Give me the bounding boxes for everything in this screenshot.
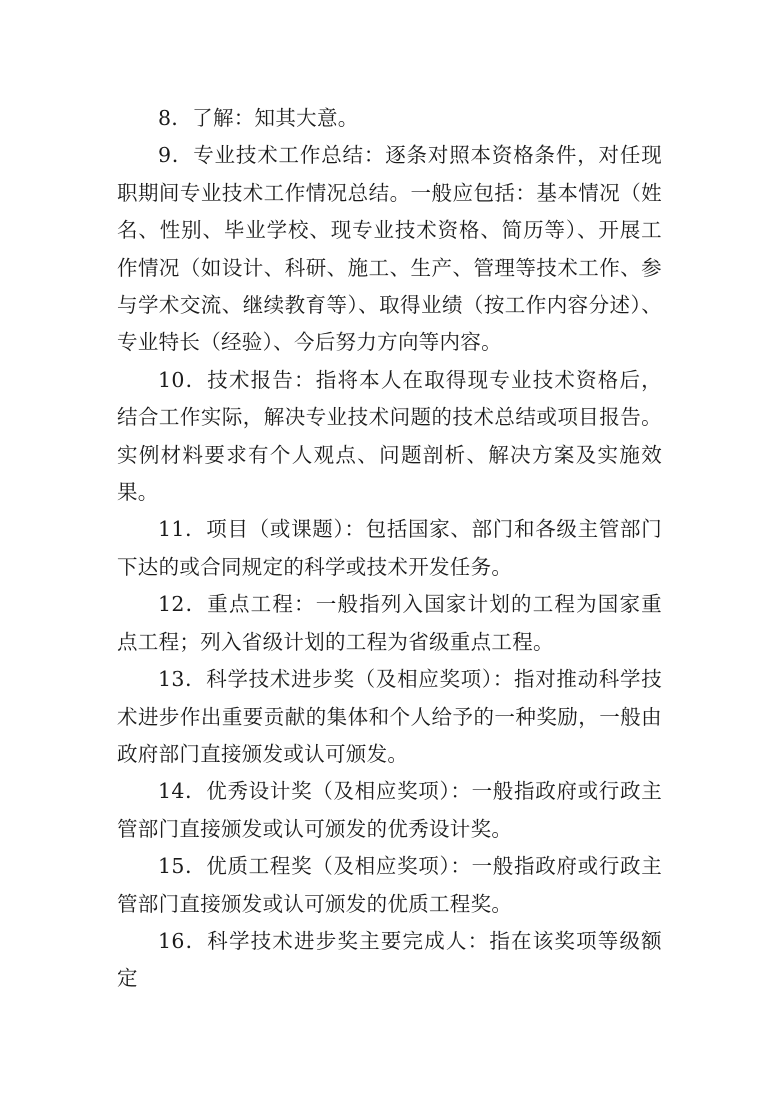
definition-paragraph-8: 8．了解：知其大意。	[158, 106, 359, 130]
document-body	[117, 100, 662, 998]
definition-paragraph-16: 16．科学技术进步奖主要完成人：指在该奖项等级额定	[117, 928, 662, 991]
definition-paragraph-9: 9．专业技术工作总结：逐条对照本资格条件，对任现职期间专业技术工作情况总结。一般应包括：基本情况（姓名、性别、毕业学校、现专业技术资格、简历等）、开展工作情况（如设计、科研、施工、生产、管理等技术工作、参与学术交流、继续教育等）、取得业绩（按工作内容分述）、专业特长（经验）、今后努力方向等内容。	[117, 143, 662, 355]
definition-paragraph-10: 10．技术报告：指将本人在取得现专业技术资格后，结合工作实际，解决专业技术问题的技术总结或项目报告。实例材料要求有个人观点、问题剖析、解决方案及实施效果。	[117, 367, 662, 505]
definition-paragraph-14: 14．优秀设计奖（及相应奖项）：一般指政府或行政主管部门直接颁发或认可颁发的优秀设计奖。	[117, 779, 662, 841]
definition-paragraph-12: 12．重点工程：一般指列入国家计划的工程为国家重点工程；列入省级计划的工程为省级重点工程。	[117, 592, 662, 654]
definition-paragraph-13: 13．科学技术进步奖（及相应奖项）：指对推动科学技术进步作出重要贡献的集体和个人给予的一种奖励，一般由政府部门直接颁发或认可颁发。	[117, 667, 662, 766]
definition-paragraph-11: 11．项目（或课题）：包括国家、部门和各级主管部门下达的或合同规定的科学或技术开发任务。	[117, 517, 662, 579]
definition-paragraph-15: 15．优质工程奖（及相应奖项）：一般指政府或行政主管部门直接颁发或认可颁发的优质工程奖。	[117, 854, 662, 916]
